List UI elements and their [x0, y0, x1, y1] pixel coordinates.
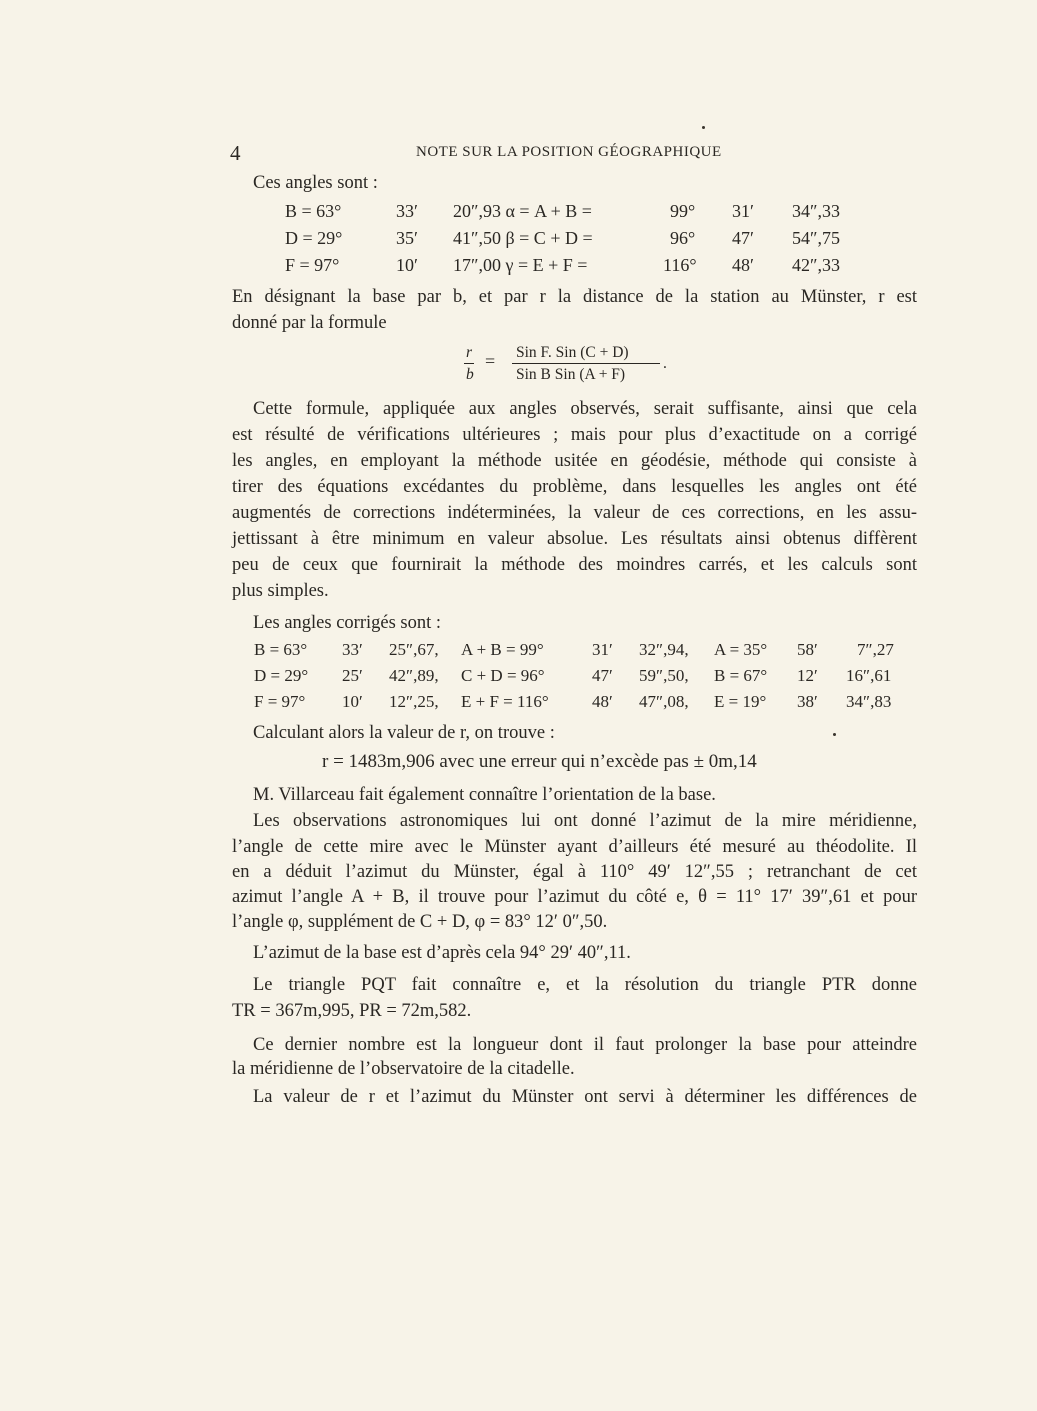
fraction-bar: [512, 363, 660, 364]
corrected-cell: 33′: [342, 640, 363, 659]
paragraph-line: donné par la formule: [232, 313, 387, 333]
paragraph-line: peu de ceux que fournirait la méthode des moindres carrés, et les calculs sont: [232, 555, 917, 575]
corrected-cell: E = 19°: [714, 692, 767, 711]
paragraph-line: azimut l’angle A + B, il trouve pour l’azimut du côté e, θ = 11° 17′ 39″,61 et pour: [232, 887, 917, 907]
angle-cell: B = 63°: [285, 201, 342, 221]
paragraph-line: En désignant la base par b, et par r la distance de la station au Münster, r est: [232, 287, 917, 307]
angle-cell: 116°: [663, 255, 697, 275]
paragraph-line: tirer des équations excédantes du problème, dans lesquelles les angles ont été: [232, 477, 917, 497]
angle-cell: 41″,50 β = C + D =: [453, 228, 593, 248]
paragraph-line: La valeur de r et l’azimut du Münster ont servi à déterminer les différences de: [253, 1087, 917, 1107]
intro-angles: Ces angles sont :: [253, 173, 378, 193]
angle-cell: 99°: [670, 201, 696, 221]
ink-speck: [702, 126, 705, 129]
corrected-cell: 47″,08,: [639, 692, 689, 711]
running-title: NOTE SUR LA POSITION GÉOGRAPHIQUE: [416, 144, 722, 160]
angle-cell: 31′: [732, 201, 754, 221]
angle-cell: 35′: [396, 228, 418, 248]
angle-cell: 10′: [396, 255, 418, 275]
corrected-cell: 38′: [797, 692, 818, 711]
paragraph-line: la méridienne de l’observatoire de la citadelle.: [232, 1059, 575, 1079]
corrected-cell: 25′: [342, 666, 363, 685]
angle-cell: 47′: [732, 228, 754, 248]
angle-cell: 17″,00 γ = E + F =: [453, 255, 588, 275]
formula-period: .: [663, 355, 667, 372]
angle-cell: 33′: [396, 201, 418, 221]
angle-cell: 42″,33: [792, 255, 840, 275]
angle-cell: 48′: [732, 255, 754, 275]
corrected-cell: 7″,27: [857, 640, 894, 659]
paragraph-line: Le triangle PQT fait connaître e, et la résolution du triangle PTR donne: [253, 975, 917, 995]
paragraph-line: en a déduit l’azimut du Münster, égal à 110° 49′ 12″,55 ; retranchant de cet: [232, 862, 917, 882]
corrected-cell: E + F = 116°: [461, 692, 549, 711]
corrected-cell: 47′: [592, 666, 613, 685]
corrected-cell: 16″,61: [846, 666, 892, 685]
corrected-cell: A = 35°: [714, 640, 768, 659]
azimut-line: L’azimut de la base est d’après cela 94° 29′ 40″,11.: [253, 943, 631, 963]
calc-line: Calculant alors la valeur de r, on trouve :: [253, 723, 555, 743]
formula-numerator: Sin F. Sin (C + D): [516, 344, 629, 361]
formula-denominator: Sin B Sin (A + F): [516, 366, 626, 383]
paragraph-line: TR = 367m,995, PR = 72m,582.: [232, 1001, 472, 1021]
result-line: r = 1483m,906 avec une erreur qui n’excède pas ± 0m,14: [322, 751, 757, 772]
corrected-cell: 48′: [592, 692, 613, 711]
page-header: [230, 141, 920, 165]
corrected-cell: A + B = 99°: [461, 640, 544, 659]
corrected-cell: 10′: [342, 692, 363, 711]
angle-cell: F = 97°: [285, 255, 340, 275]
angle-cell: 96°: [670, 228, 696, 248]
villarceau-line: M. Villarceau fait également connaître l’orientation de la base.: [253, 785, 716, 805]
angle-cell: D = 29°: [285, 228, 343, 248]
corrected-cell: 31′: [592, 640, 613, 659]
paragraph-line: est résulté de vérifications ultérieures ; mais pour plus d’exactitude on a corrigé: [232, 425, 917, 445]
formula-lhs-numerator: r: [466, 344, 473, 361]
corrected-cell: B = 67°: [714, 666, 768, 685]
corrected-cell: 12′: [797, 666, 818, 685]
corrected-cell: 32″,94,: [639, 640, 689, 659]
paragraph-line: l’angle de cette mire avec le Münster ayant d’ailleurs été mesuré au théodolite. Il: [232, 837, 917, 857]
paragraph-line: jettissant à être minimum en valeur absolue. Les résultats ainsi obtenus diffèrent: [232, 529, 917, 549]
corrected-cell: B = 63°: [254, 640, 308, 659]
paragraph-line: l’angle φ, supplément de C + D, φ = 83° 12′ 0″,50.: [232, 912, 608, 932]
corrected-cell: 59″,50,: [639, 666, 689, 685]
formula-equals: =: [485, 351, 496, 371]
corrected-cell: F = 97°: [254, 692, 306, 711]
corrected-cell: 58′: [797, 640, 818, 659]
paragraph-line: Les observations astronomiques lui ont donné l’azimut de la mire méridienne,: [253, 811, 917, 831]
corrected-cell: D = 29°: [254, 666, 309, 685]
formula-lhs-denominator: b: [466, 366, 474, 383]
paragraph-line: Cette formule, appliquée aux angles observés, serait suffisante, ainsi que cela: [253, 399, 917, 419]
angle-cell: 54″,75: [792, 228, 840, 248]
corrected-cell: 34″,83: [846, 692, 892, 711]
angle-cell: 20″,93 α = A + B =: [453, 201, 592, 221]
corrected-cell: C + D = 96°: [461, 666, 545, 685]
paragraph-line: augmentés de corrections indéterminées, la valeur de ces corrections, en les assu-: [232, 503, 917, 523]
corrected-cell: 42″,89,: [389, 666, 439, 685]
fraction-bar: [464, 363, 474, 364]
page-number: 4: [230, 141, 241, 165]
formula: [458, 341, 678, 385]
paragraph-line: plus simples.: [232, 581, 329, 601]
paragraph-line: les angles, en employant la méthode usitée en géodésie, méthode qui consiste à: [232, 451, 917, 471]
corrected-cell: 25″,67,: [389, 640, 439, 659]
angle-cell: 34″,33: [792, 201, 840, 221]
corrected-cell: 12″,25,: [389, 692, 439, 711]
intro-corrected: Les angles corrigés sont :: [253, 613, 442, 633]
paragraph-line: Ce dernier nombre est la longueur dont il faut prolonger la base pour atteindre: [253, 1035, 917, 1055]
